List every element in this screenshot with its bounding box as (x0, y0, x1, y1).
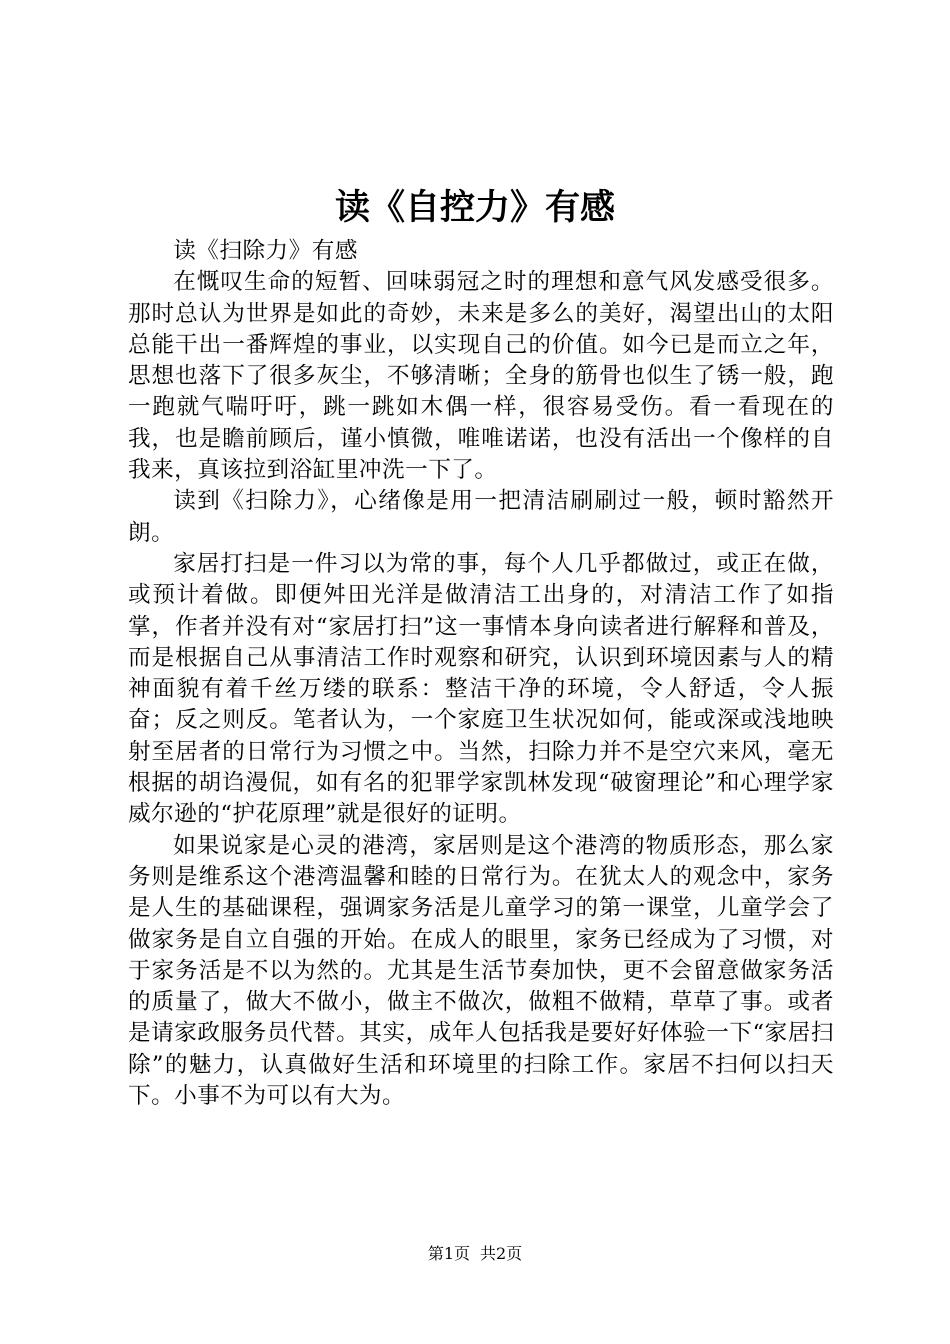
page-footer (0, 1242, 950, 1266)
page-number-current: 第1页 (427, 1244, 470, 1263)
page-title: 读《自控力》有感 (334, 188, 615, 228)
body-paragraph: 读到《扫除力》，心绪像是用一把清洁刷刷过一般，顿时豁然开朗。 (128, 488, 834, 546)
body-paragraph: 读《扫除力》有感 (173, 238, 358, 264)
body-paragraph: 在慨叹生命的短暂、回味弱冠之时的理想和意气风发感受很多。那时总认为世界是如此的奇妙，未来是多么的美好，渴望出山的太阳总能干出一番辉煌的事业，以实现自己的价值。如今已是而立之年，思想也落下了很多灰尘，不够清晰；全身的筋骨也似生了锈一般，跑一跑就气喘吁吁，跳一跳如木偶一样，很容易受伤。看一看现在的我，也是瞻前顾后，谨小慎微，唯唯诺诺，也没有活出一个像样的自我来，真该拉到浴缸里冲洗一下了。 (128, 269, 834, 484)
body-paragraph: 家居打扫是一件习以为常的事，每个人几乎都做过，或正在做，或预计着做。即便舛田光洋是做清洁工出身的，对清洁工作了如指掌，作者并没有对“家居打扫”这一事情本身向读者进行解释和普及，而是根据自己从事清洁工作时观察和研究，认识到环境因素与人的精神面貌有着千丝万缕的联系：整洁干净的环境，令人舒适，令人振奋；反之则反。笔者认为，一个家庭卫生状况如何，能或深或浅地映射至居者的日常行为习惯之中。当然，扫除力并不是空穴来风，毫无根据的胡诌漫侃，如有名的犯罪学家凯林发现“破窗理论”和心理学家威尔逊的“护花原理”就是很好的证明。 (128, 550, 834, 828)
page-number-total: 共2页 (480, 1244, 523, 1263)
body-paragraph: 如果说家是心灵的港湾，家居则是这个港湾的物质形态，那么家务则是维系这个港湾温馨和睦的日常行为。在犹太人的观念中，家务是人生的基础课程，强调家务活是儿童学习的第一课堂，儿童学会了做家务是自立自强的开始。在成人的眼里，家务已经成为了习惯，对于家务活是不以为然的。尤其是生活节奏加快，更不会留意做家务活的质量了，做大不做小，做主不做次，做粗不做精，草草了事。或者是请家政服务员代替。其实，成年人包括我是要好好体验一下“家居扫除”的魅力，认真做好生活和环境里的扫除工作。家居不扫何以扫天下。小事不为可以有大为。 (128, 832, 834, 1110)
document-body (128, 236, 834, 1112)
